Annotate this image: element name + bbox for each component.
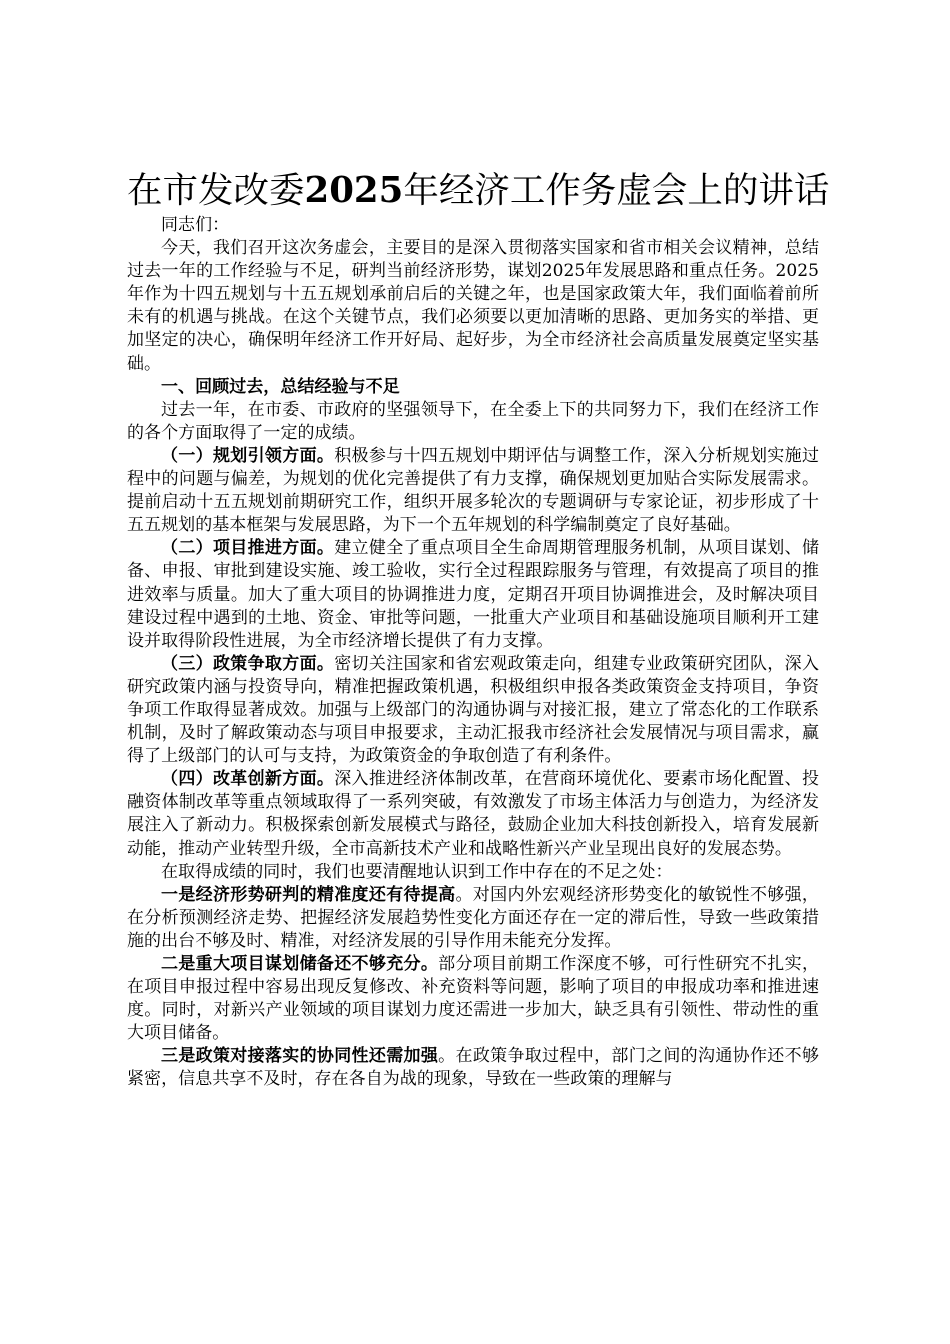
shortcoming-text: 部分项目前期工作深度不够，可行性研究不扎实，在项目申报过程中容易出现反复修改、补充资料等问题，影响了项目的申报成功率和推进速度。同时，对新兴产业领域的项目谋划力度还需进一步加大，缺乏具有引领性、带动性的重大项目储备。 xyxy=(127,954,819,1044)
section-heading: 一、回顾过去，总结经验与不足 xyxy=(161,376,400,397)
greeting: 同志们： xyxy=(161,215,230,235)
achievement-text: 建立健全了重点项目全生命周期管理服务机制，从项目谋划、储备、申报、审批到建设实施、竣工验收，实行全过程跟踪服务与管理，有效提高了项目的推进效率与质量。加大了重大项目的协调推进力度，定期召开项目协调推进会，及时解决项目建设过程中遇到的土地、资金、审批等问题，一批重大产业项目和基础设施项目顺利开工建设并取得阶段性进展，为全市经济增长提供了有力支撑。 xyxy=(127,538,819,651)
achievement-label: （一）规划引领方面。 xyxy=(161,445,335,466)
achievement-projects xyxy=(127,537,819,652)
shortcoming-label: 一是经济形势研判的精准度还有待提高 xyxy=(161,884,456,905)
document-page xyxy=(127,168,830,1092)
achievement-reform xyxy=(127,768,819,860)
shortcoming-project-reserve xyxy=(127,953,819,1045)
title-suffix: 年经济工作务虚会上的讲话 xyxy=(403,170,830,211)
shortcoming-text: 。对国内外宏观经济形势变化的敏锐性不够强，在分析预测经济走势、把握经济发展趋势性变化方面还存在一定的滞后性，导致一些政策措施的出台不够及时、精准，对经济发展的引导作用未能充分发挥。 xyxy=(127,884,819,951)
speech-title xyxy=(127,168,830,214)
achievement-text: 积极参与十四五规划中期评估与调整工作，深入分析规划实施过程中的问题与偏差，为规划的优化完善提供了有力支撑，确保规划更加贴合实际发展需求。提前启动十五五规划前期研究工作，组织开展多轮次的专题调研与专家论证，初步形成了十五五规划的基本框架与发展思路，为下一个五年规划的科学编制奠定了良好基础。 xyxy=(127,445,819,536)
shortcoming-label: 三是政策对接落实的协同性还需加强 xyxy=(161,1046,439,1067)
shortcomings-lead-paragraph: 在取得成绩的同时，我们也要清醒地认识到工作中存在的不足之处： xyxy=(161,861,673,882)
achievement-label: （三）政策争取方面。 xyxy=(161,653,335,674)
shortcoming-label: 二是重大项目谋划储备还不够充分。 xyxy=(161,954,439,974)
section-lead-paragraph: 过去一年，在市委、市政府的坚强领导下，在全委上下的共同努力下，我们在经济工作的各个方面取得了一定的成绩。 xyxy=(127,399,819,443)
achievement-label: （二）项目推进方面。 xyxy=(161,538,335,559)
achievement-label: （四）改革创新方面。 xyxy=(161,769,335,790)
shortcoming-text: 。在政策争取过程中，部门之间的沟通协作还不够紧密，信息共享不及时，存在各自为战的现象，导致在一些政策的理解与 xyxy=(127,1046,819,1090)
title-prefix: 在市发改委 xyxy=(127,170,305,211)
achievement-text: 密切关注国家和省宏观政策走向，组建专业政策研究团队，深入研究政策内涵与投资导向，精准把握政策机遇，积极组织申报各类政策资金支持项目，争资争项工作取得显著成效。加强与上级部门的沟通协调与对接汇报，建立了常态化的工作联系机制，及时了解政策动态与项目申报要求，主动汇报我市经济社会发展情况与项目需求，赢得了上级部门的认可与支持，为政策资金的争取创造了有利条件。 xyxy=(127,653,819,767)
shortcoming-policy-coordination xyxy=(127,1045,819,1091)
achievement-policy xyxy=(127,653,819,768)
title-year: 2025 xyxy=(304,170,404,211)
intro-paragraph: 今天，我们召开这次务虚会，主要目的是深入贯彻落实国家和省市相关会议精神，总结过去一年的工作经验与不足，研判当前经济形势，谋划2025年发展思路和重点任务。2025年作为十四五规划与十五五规划承前启后的关键之年，也是国家政策大年，我们面临着前所未有的机遇与挑战。在这个关键节点，我们必须要以更加清晰的思路、更加务实的举措、更加坚定的决心，确保明年经济工作开好局、起好步，为全市经济社会高质量发展奠定坚实基础。 xyxy=(127,238,819,374)
shortcoming-forecasting xyxy=(127,884,819,953)
achievement-planning xyxy=(127,445,819,537)
achievement-text: 深入推进经济体制改革，在营商环境优化、要素市场化配置、投融资体制改革等重点领域取得了一系列突破，有效激发了市场主体活力与创造力，为经济发展注入了新动力。积极探索创新发展模式与路径，鼓励企业加大科技创新投入，培育发展新动能，推动产业转型升级，全市高新技术产业和战略性新兴产业呈现出良好的发展态势。 xyxy=(127,769,819,859)
